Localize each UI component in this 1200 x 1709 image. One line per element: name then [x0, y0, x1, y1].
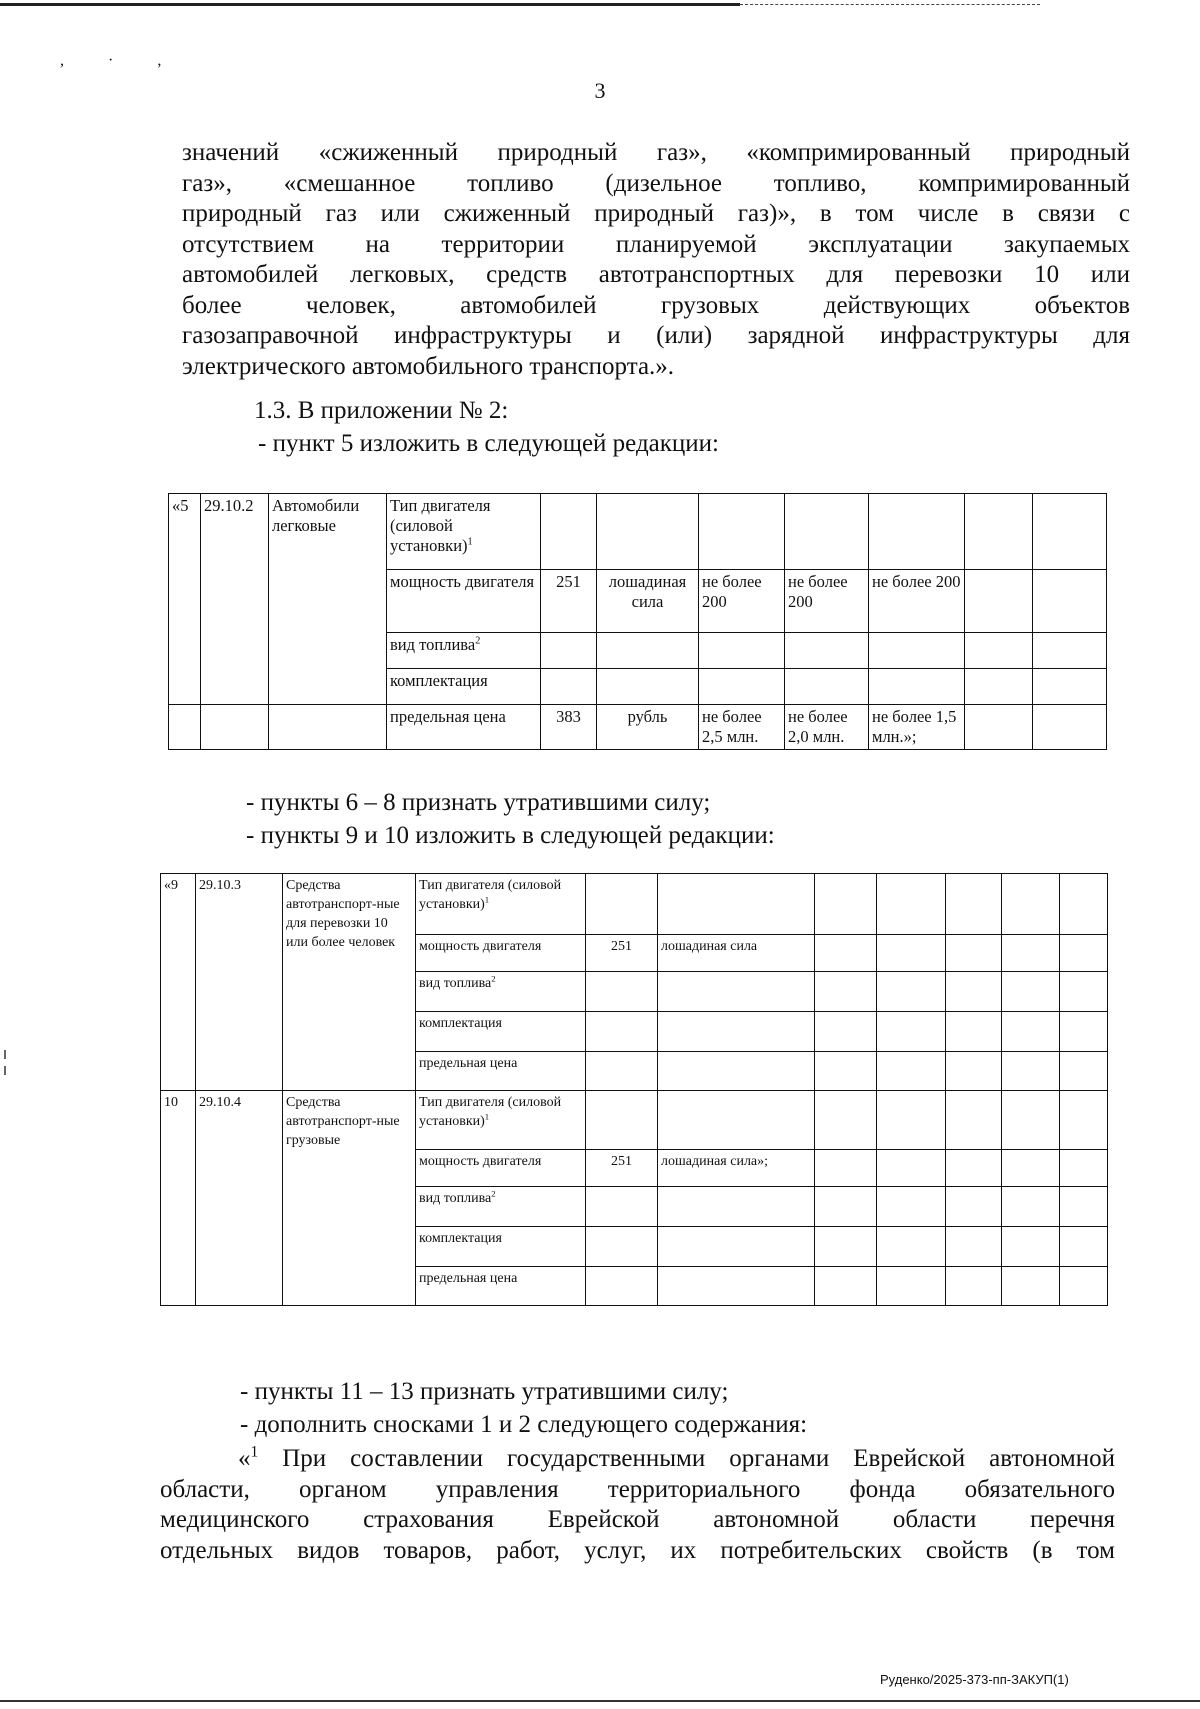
paragraph-line: медицинского страхования Еврейской автономной области перечня: [160, 1506, 1115, 1533]
unit-code: [586, 874, 658, 935]
value-cell: не более 200: [785, 570, 869, 633]
okpd-code: 29.10.3: [196, 874, 283, 1091]
scan-marks: , · ,: [60, 52, 182, 69]
empty-cell: [785, 669, 869, 705]
value-cell: не более 200: [869, 570, 965, 633]
empty-cell: [815, 935, 877, 972]
empty-cell: [965, 705, 1033, 750]
empty-cell: [815, 1012, 877, 1052]
empty-cell: [877, 874, 946, 935]
product-name: Средства автотранспорт-ные грузовые: [283, 1091, 416, 1306]
empty-cell: [815, 1187, 877, 1227]
page-number: 3: [594, 78, 606, 103]
empty-cell: [1033, 705, 1107, 750]
property-cell: вид топлива$^2$: [416, 972, 586, 1012]
unit-code: 251: [586, 1150, 658, 1187]
row-number: «5: [169, 494, 201, 705]
empty-cell: [1060, 1227, 1108, 1267]
empty-cell: [1033, 494, 1107, 570]
empty-cell: [1060, 1052, 1108, 1091]
empty-cell: [877, 1267, 946, 1306]
property-cell: Тип двигателя (силовой установки)$^1$: [416, 1091, 586, 1150]
item-5-intro: - пункт 5 изложить в следующей редакции:: [258, 430, 719, 457]
document-reference: Руденко/2025-373-пп-ЗАКУП(1): [880, 1672, 1069, 1687]
paragraph-line: отсутствием на территории планируемой эксплуатации закупаемых: [182, 230, 1130, 258]
empty-cell: [1002, 1267, 1060, 1306]
product-name: Автомобили легковые: [269, 494, 387, 705]
empty-cell: [946, 1267, 1002, 1306]
table-row: [161, 1091, 1108, 1150]
paragraph-line: области, органом управления территориального фонда обязательного: [160, 1475, 1115, 1503]
empty-cell: [1002, 935, 1060, 972]
value-cell: не более 2,5 млн.: [699, 705, 785, 750]
value-cell: [699, 494, 785, 570]
empty-cell: [1002, 1187, 1060, 1227]
empty-cell: [586, 1012, 658, 1052]
product-name: Средства автотранспорт-ные для перевозки 10 или более человек: [283, 874, 416, 1091]
empty-cell: [946, 1187, 1002, 1227]
unit-name: лошадиная сила: [597, 570, 699, 633]
property-cell: мощность двигателя: [387, 570, 541, 633]
empty-cell: [541, 633, 597, 669]
empty-cell: [586, 1267, 658, 1306]
unit-code: 251: [586, 935, 658, 972]
unit-name: [658, 874, 815, 935]
empty-cell: [658, 972, 815, 1012]
items-6-8-note: - пункты 6 – 8 признать утратившими силу;: [246, 789, 711, 816]
empty-cell: [869, 633, 965, 669]
empty-cell: [597, 669, 699, 705]
paragraph-line: более человек, автомобилей грузовых действующих объектов: [182, 291, 1130, 319]
empty-cell: [946, 1227, 1002, 1267]
empty-cell: [877, 1052, 946, 1091]
empty-cell: [699, 669, 785, 705]
empty-cell: [1060, 972, 1108, 1012]
empty-cell: [785, 633, 869, 669]
table-row: [161, 874, 1108, 935]
empty-cell: [946, 935, 1002, 972]
unit-name: лошадиная сила»;: [658, 1150, 815, 1187]
empty-cell: [965, 669, 1033, 705]
empty-cell: [1060, 1267, 1108, 1306]
empty-cell: [1002, 1052, 1060, 1091]
paragraph-line: автомобилей легковых, средств автотранспортных для перевозки 10 или: [182, 261, 1130, 288]
items-11-13-note: - пункты 11 – 13 признать утратившими силу;: [240, 1378, 729, 1405]
empty-cell: [815, 874, 877, 935]
empty-cell: [597, 633, 699, 669]
empty-cell: [586, 1187, 658, 1227]
unit-name: [658, 1091, 815, 1150]
value-cell: [869, 494, 965, 570]
unit-code: 383: [541, 705, 597, 750]
scan-border-bottom: [0, 1700, 1200, 1702]
unit-code: [586, 1091, 658, 1150]
property-cell: предельная цена: [416, 1052, 586, 1091]
unit-name: рубль: [597, 705, 699, 750]
footnote-1: [160, 1444, 1115, 1566]
empty-cell: [586, 1227, 658, 1267]
property-cell: мощность двигателя: [416, 935, 586, 972]
empty-cell: [201, 705, 269, 750]
empty-cell: [946, 1091, 1002, 1150]
empty-cell: [946, 1150, 1002, 1187]
empty-cell: [1002, 874, 1060, 935]
empty-cell: [1033, 570, 1107, 633]
paragraph-line: газ», «смешанное топливо (дизельное топливо, компримированный: [182, 169, 1130, 197]
property-cell: предельная цена: [387, 705, 541, 750]
empty-cell: [1002, 1091, 1060, 1150]
empty-cell: [965, 633, 1033, 669]
value-cell: [785, 494, 869, 570]
empty-cell: [815, 1052, 877, 1091]
empty-cell: [946, 1052, 1002, 1091]
empty-cell: [946, 972, 1002, 1012]
empty-cell: [658, 1012, 815, 1052]
empty-cell: [586, 972, 658, 1012]
empty-cell: [877, 1150, 946, 1187]
property-cell: Тип двигателя (силовой установки)$^1$: [416, 874, 586, 935]
empty-cell: [877, 935, 946, 972]
empty-cell: [1002, 1227, 1060, 1267]
property-cell: комплектация: [387, 669, 541, 705]
empty-cell: [586, 1052, 658, 1091]
empty-cell: [815, 972, 877, 1012]
empty-cell: [877, 1012, 946, 1052]
paragraph-line: газозаправочной инфраструктуры и (или) зарядной инфраструктуры для: [182, 322, 1130, 349]
empty-cell: [946, 1012, 1002, 1052]
okpd-code: 29.10.2: [201, 494, 269, 705]
property-cell: комплектация: [416, 1012, 586, 1052]
margin-tick: [4, 1050, 6, 1059]
value-cell: не более 2,0 млн.: [785, 705, 869, 750]
value-cell: не более 1,5 млн.»;: [869, 705, 965, 750]
empty-cell: [815, 1267, 877, 1306]
okpd-code: 29.10.4: [196, 1091, 283, 1306]
empty-cell: [1060, 1012, 1108, 1052]
paragraph-line: отдельных видов товаров, работ, услуг, их потребительских свойств (в том: [160, 1536, 1115, 1564]
unit-code: 251: [541, 570, 597, 633]
property-cell: комплектация: [416, 1227, 586, 1267]
section-heading: 1.3. В приложении № 2:: [254, 397, 509, 424]
empty-cell: [658, 1227, 815, 1267]
margin-tick: [4, 1066, 6, 1075]
empty-cell: [815, 1091, 877, 1150]
property-cell: мощность двигателя: [416, 1150, 586, 1187]
property-cell: Тип двигателя (силовой установки)$^1$: [387, 494, 541, 570]
table-row: [169, 705, 1107, 750]
empty-cell: [1002, 1012, 1060, 1052]
empty-cell: [1002, 1150, 1060, 1187]
empty-cell: [877, 1227, 946, 1267]
empty-cell: [1060, 1187, 1108, 1227]
empty-cell: [699, 633, 785, 669]
items-9-10-intro: - пункты 9 и 10 изложить в следующей редакции:: [246, 822, 775, 849]
footnotes-intro: - дополнить сносками 1 и 2 следующего содержания:: [240, 1411, 808, 1438]
empty-cell: [658, 1267, 815, 1306]
empty-cell: [1060, 1150, 1108, 1187]
top-paragraph: [182, 138, 1130, 382]
unit-code: [541, 494, 597, 570]
empty-cell: [946, 874, 1002, 935]
paragraph-line: электрического автомобильного транспорта.».: [182, 352, 675, 380]
scan-border-top-dashed: [740, 4, 1040, 6]
empty-cell: [1060, 935, 1108, 972]
empty-cell: [1060, 1091, 1108, 1150]
value-cell: не более 200: [699, 570, 785, 633]
empty-cell: [877, 972, 946, 1012]
unit-name: лошадиная сила: [658, 935, 815, 972]
table-row: [169, 494, 1107, 570]
empty-cell: [815, 1150, 877, 1187]
property-cell: вид топлива$^2$: [416, 1187, 586, 1227]
property-cell: вид топлива$^2$: [387, 633, 541, 669]
row-number: 10: [161, 1091, 196, 1306]
paragraph-line: «$^1$ При составлении государственными органами Еврейской автономной: [238, 1443, 1115, 1472]
table-item-5: [168, 493, 1107, 750]
paragraph-line: природный газ или сжиженный природный газ)», в том числе в связи с: [182, 200, 1130, 227]
empty-cell: [269, 705, 387, 750]
unit-name: [597, 494, 699, 570]
empty-cell: [541, 669, 597, 705]
empty-cell: [1060, 874, 1108, 935]
empty-cell: [1033, 669, 1107, 705]
empty-cell: [658, 1052, 815, 1091]
empty-cell: [869, 669, 965, 705]
empty-cell: [877, 1187, 946, 1227]
empty-cell: [965, 494, 1033, 570]
empty-cell: [877, 1091, 946, 1150]
empty-cell: [965, 570, 1033, 633]
table-items-9-10: [160, 873, 1108, 1306]
scan-border-top: [0, 3, 740, 6]
property-cell: предельная цена: [416, 1267, 586, 1306]
empty-cell: [169, 705, 201, 750]
paragraph-line: значений «сжиженный природный газ», «компримированный природный: [182, 139, 1130, 166]
row-number: «9: [161, 874, 196, 1091]
empty-cell: [658, 1187, 815, 1227]
empty-cell: [1002, 972, 1060, 1012]
empty-cell: [815, 1227, 877, 1267]
empty-cell: [1033, 633, 1107, 669]
